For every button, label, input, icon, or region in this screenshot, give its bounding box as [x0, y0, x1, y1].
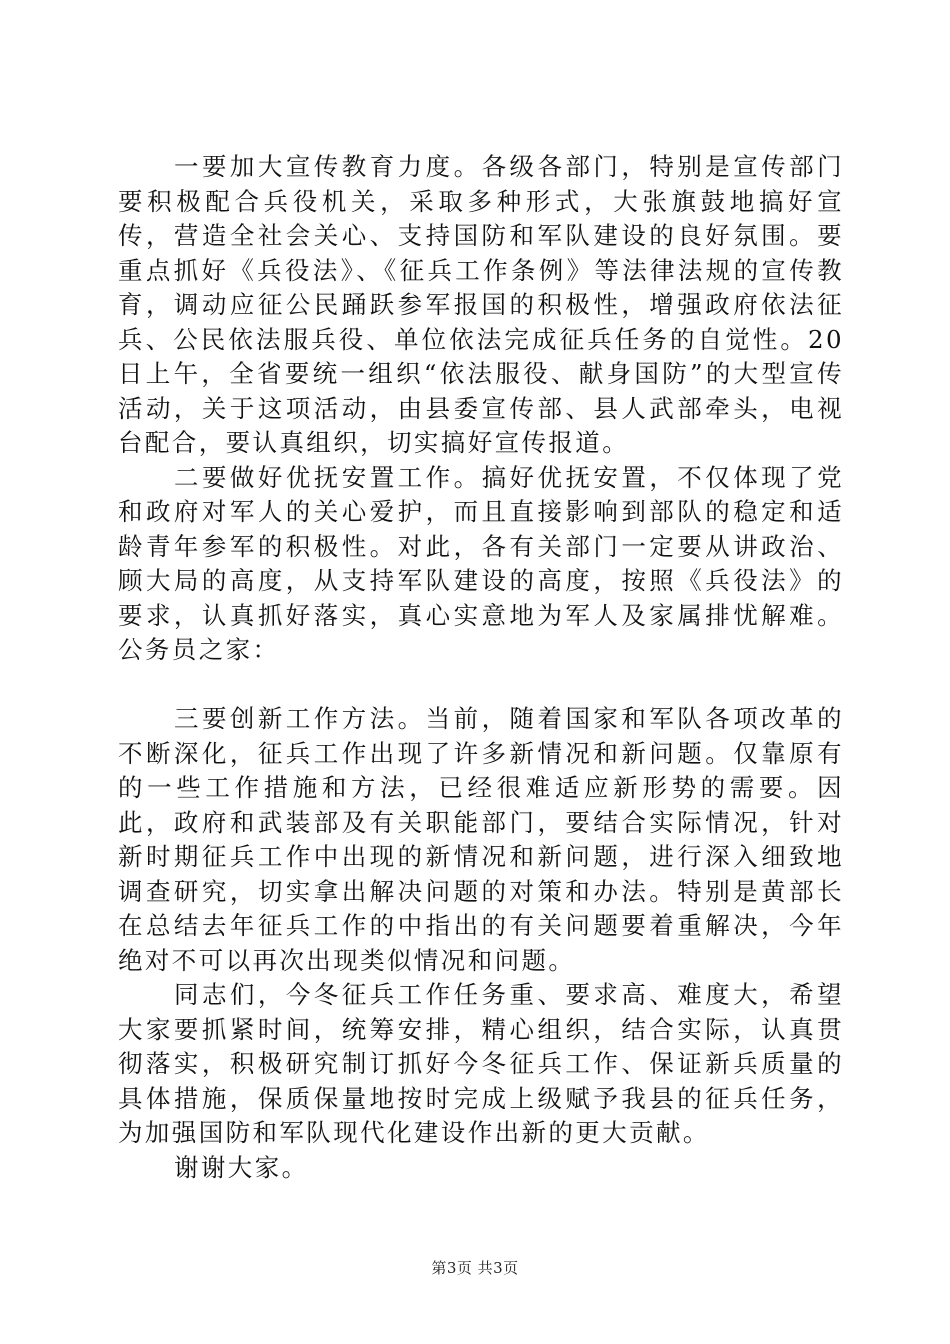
page-number-footer: 第3页 共3页: [431, 1259, 519, 1277]
paragraph-closing-appeal: 同志们，今冬征兵工作任务重、要求高、难度大，希望大家要抓紧时间，统筹安排，精心组织，结合实际，认真贯彻落实，积极研究制订抓好今冬征兵工作、保证新兵质量的具体措施，保质保量地按时完成上级赋予我县的征兵任务，为加强国防和军队现代化建设作出新的更大贡献。: [118, 980, 844, 1147]
paragraph-gap: [118, 668, 844, 703]
document-body: [118, 150, 844, 1185]
paragraph-thanks: 谢谢大家。: [174, 1152, 309, 1182]
paragraph-innovation: 三要创新工作方法。当前，随着国家和军队各项改革的不断深化，征兵工作出现了许多新情况和新问题。仅靠原有的一些工作措施和方法，已经很难适应新形势的需要。因此，政府和武装部及有关职能部门，要结合实际情况，针对新时期征兵工作中出现的新情况和新问题，进行深入细致地调查研究，切实拿出解决问题的对策和办法。特别是黄部长在总结去年征兵工作的中指出的有关问题要着重解决，今年绝对不可以再次出现类似情况和问题。: [118, 704, 844, 975]
paragraph-publicity: 一要加大宣传教育力度。各级各部门，特别是宣传部门要积极配合兵役机关，采取多种形式，大张旗鼓地搞好宣传，营造全社会关心、支持国防和军队建设的良好氛围。要重点抓好《兵役法》、《征兵工作条例》等法律法规的宣传教育，调动应征公民踊跃参军报国的积极性，增强政府依法征兵、公民依法服兵役、单位依法完成征兵任务的自觉性。20日上午，全省要统一组织“依法服役、献身国防”的大型宣传活动，关于这项活动，由县委宣传部、县人武部牵头，电视台配合，要认真组织，切实搞好宣传报道。: [118, 152, 844, 457]
paragraph-preferential-treatment: 二要做好优抚安置工作。搞好优抚安置，不仅体现了党和政府对军人的关心爱护，而且直接影响到部队的稳定和适龄青年参军的积极性。对此，各有关部门一定要从讲政治、顾大局的高度，从支持军队建设的高度，按照《兵役法》的要求，认真抓好落实，真心实意地为军人及家属排忧解难。公务员之家：: [118, 462, 844, 664]
